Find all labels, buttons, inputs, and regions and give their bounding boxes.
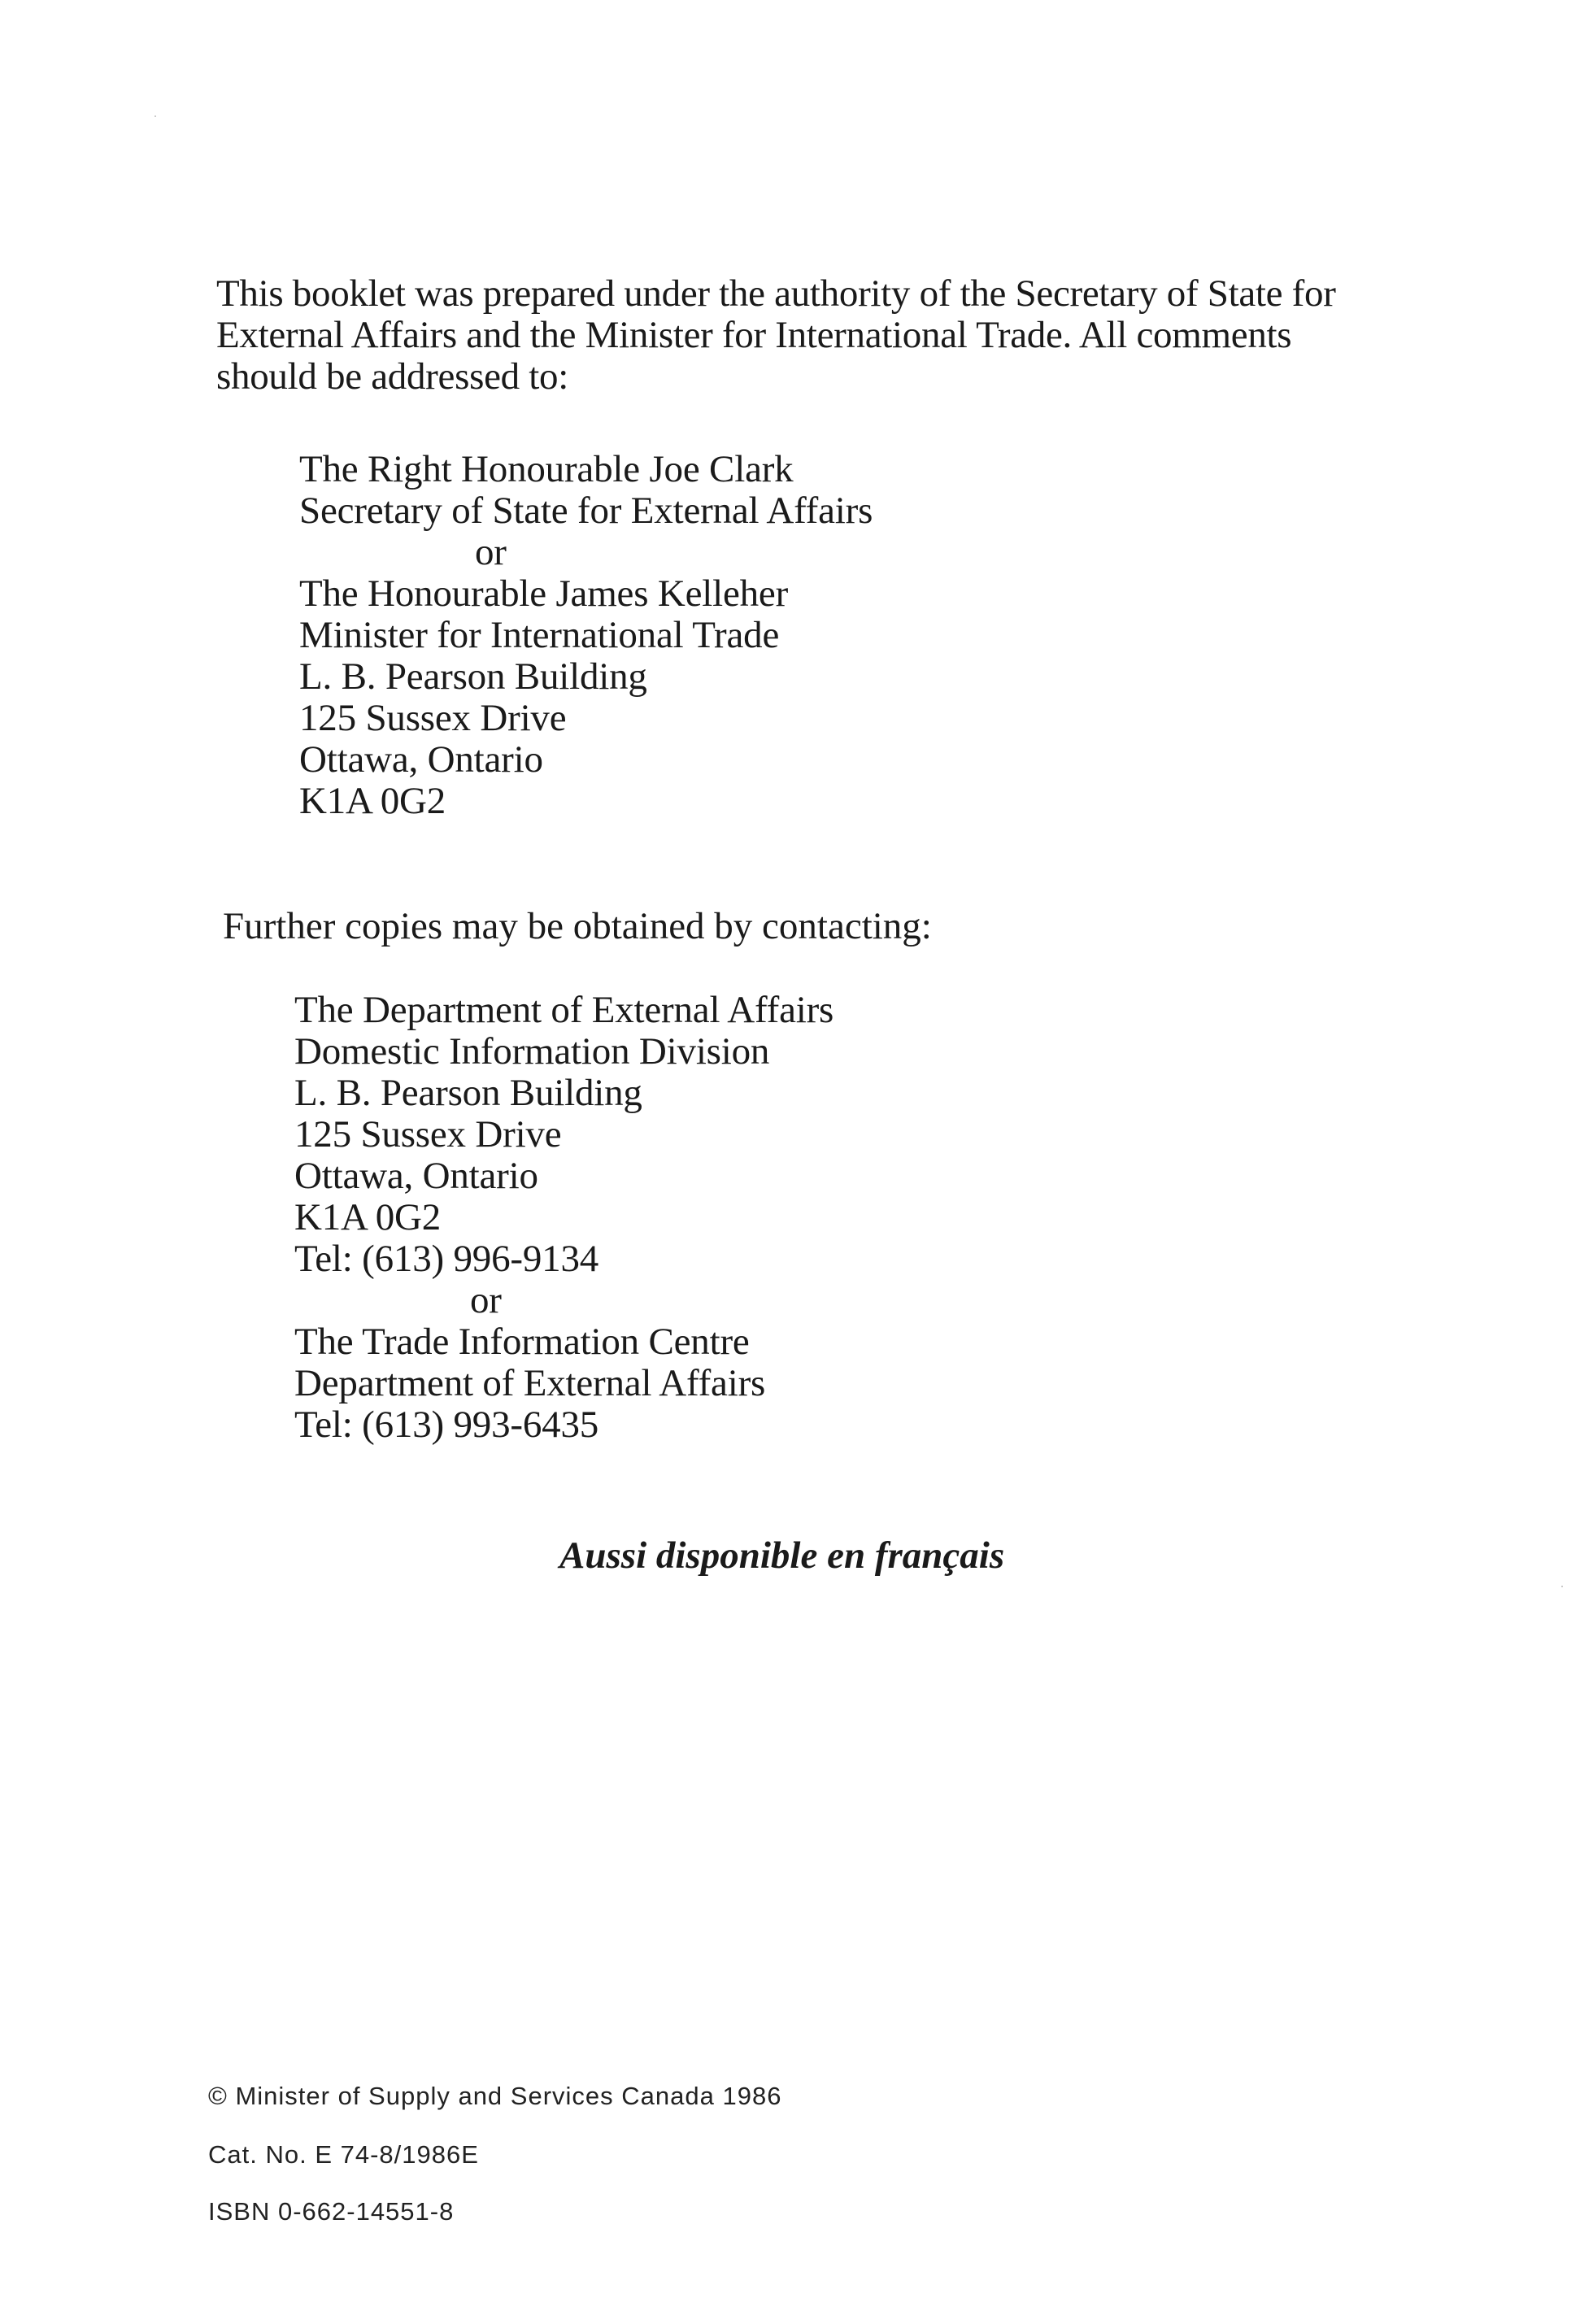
address-line: K1A 0G2 (299, 780, 446, 822)
ministers-address-block (299, 449, 873, 822)
address-line: The Honourable James Kelleher (299, 572, 789, 615)
address-or-separator: or (475, 531, 507, 573)
french-availability-note: Aussi disponible en français (559, 1534, 1005, 1577)
address-line: Department of External Affairs (294, 1362, 766, 1404)
address-line: Ottawa, Ontario (299, 738, 543, 781)
address-line: K1A 0G2 (294, 1196, 442, 1238)
intro-line: This booklet was prepared under the authority of the Secretary of State for (216, 272, 1336, 315)
scan-speck (155, 115, 156, 117)
intro-line: should be addressed to: (216, 355, 568, 398)
address-line: L. B. Pearson Building (294, 1072, 642, 1114)
isbn-line: ISBN 0-662-14551-8 (208, 2197, 455, 2226)
address-line: Minister for International Trade (299, 614, 780, 656)
address-line: 125 Sussex Drive (299, 697, 567, 739)
catalogue-number: Cat. No. E 74-8/1986E (208, 2140, 479, 2169)
scan-speck (1561, 1586, 1563, 1587)
address-line: L. B. Pearson Building (299, 655, 647, 698)
address-line: Secretary of State for External Affairs (299, 490, 873, 532)
address-line: The Department of External Affairs (294, 989, 834, 1031)
phone-line: Tel: (613) 993-6435 (294, 1404, 599, 1446)
further-copies-heading: Further copies may be obtained by contacting: (223, 905, 932, 947)
address-line: 125 Sussex Drive (294, 1113, 562, 1155)
intro-paragraph (216, 273, 1420, 398)
copyright-line: © Minister of Supply and Services Canada 1986 (208, 2082, 782, 2110)
phone-line: Tel: (613) 996-9134 (294, 1238, 599, 1280)
address-line: Ottawa, Ontario (294, 1155, 538, 1197)
address-line: The Right Honourable Joe Clark (299, 448, 794, 490)
address-line: Domestic Information Division (294, 1030, 770, 1073)
intro-line: External Affairs and the Minister for International Trade. All comments (216, 314, 1292, 356)
address-or-separator: or (470, 1279, 502, 1321)
address-line: The Trade Information Centre (294, 1321, 750, 1363)
department-address-block (294, 990, 833, 1446)
